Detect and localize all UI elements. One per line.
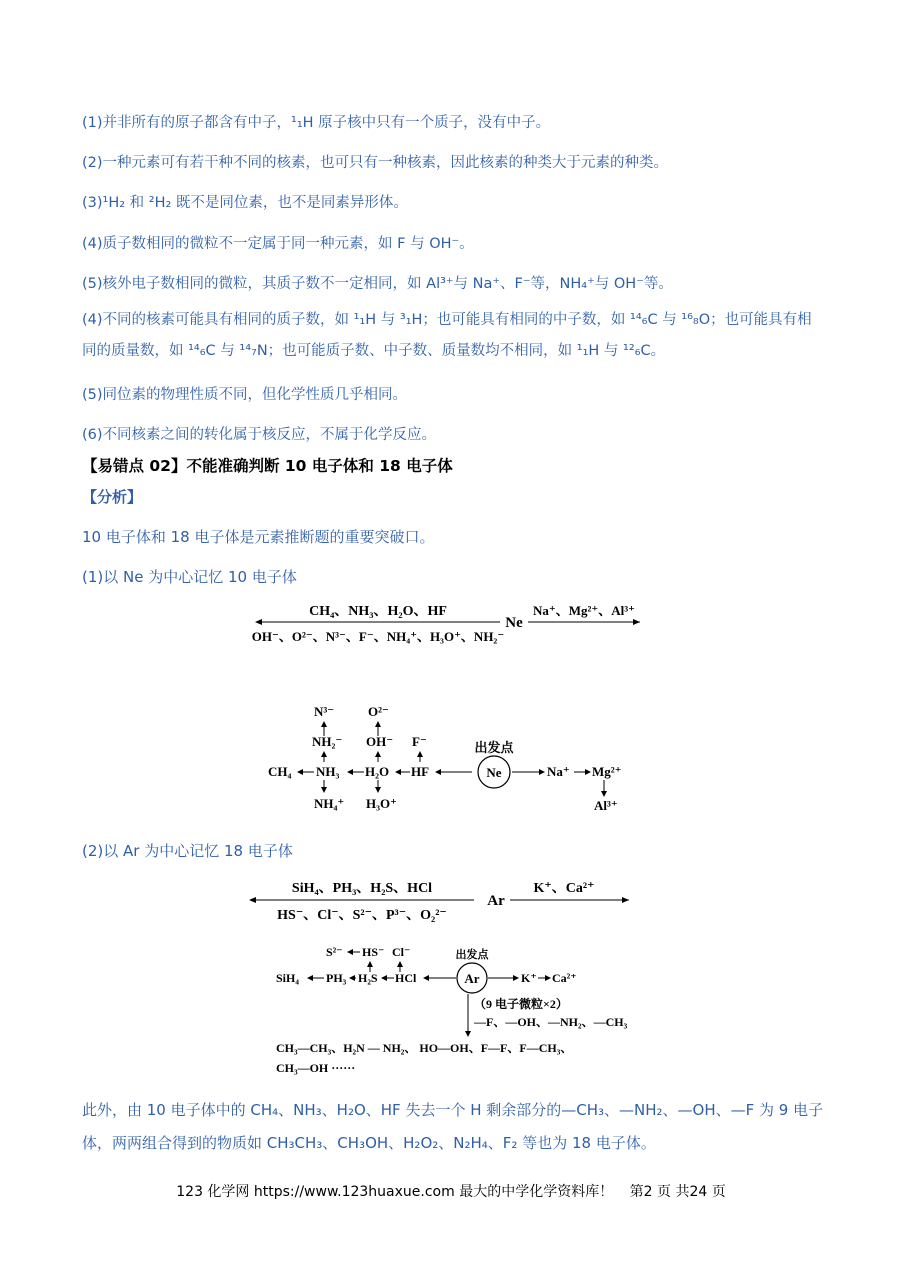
ne-start-label: 出发点 <box>474 740 514 755</box>
ar-combo-1: CH₃—CH₃、H₂N — NH₂、 HO—OH、F—F、F—CH₃、 <box>276 1041 573 1055</box>
note-3: (3)¹H₂ 和 ²H₂ 既不是同位素，也不是同素异形体。 <box>82 195 408 211</box>
ne-h3o: H₃O⁺ <box>366 796 397 811</box>
footer-site: 123 化学网 https://www.123huaxue.com 最大的中学化学资料库！ <box>176 1184 614 1200</box>
ar-center: Ar <box>487 893 505 909</box>
ne-chain-ch4: CH₄ <box>268 764 292 779</box>
ar-combo-2: CH₃—OH ······ <box>276 1061 356 1075</box>
note-1: (1)并非所有的原子都含有中子，¹₁H 原子核中只有一个质子，没有中子。 <box>82 115 551 131</box>
ne-center: Ne <box>505 615 523 631</box>
ne-chain-hf: HF <box>411 764 430 779</box>
ne-chain-na: Na⁺ <box>547 764 570 779</box>
ar-chain-k: K⁺ <box>521 971 537 985</box>
ne-summary-diagram <box>250 596 650 654</box>
ne-oh: OH⁻ <box>366 734 394 749</box>
ne-chain-h2o: H₂O <box>365 764 390 779</box>
ar-s2: S²⁻ <box>326 945 343 959</box>
page-footer <box>0 1181 902 1201</box>
ne-o2: O²⁻ <box>368 704 389 719</box>
ne-right-top: Na⁺、Mg²⁺、Al³⁺ <box>532 603 636 618</box>
ar-chain-ca: Ca²⁺ <box>552 971 577 985</box>
ar-chain-ph3: PH₃ <box>326 971 347 985</box>
ne-nh2: NH₂⁻ <box>312 734 343 749</box>
ar-start-label: 出发点 <box>455 949 489 961</box>
note-5b: (5)同位素的物理性质不同，但化学性质几乎相同。 <box>82 387 408 403</box>
footer-page-number: 第2 页 共24 页 <box>629 1184 726 1200</box>
note-5: (5)核外电子数相同的微粒，其质子数不一定相同，如 Al³⁺与 Na⁺、F⁻等，NH₄⁺与 OH⁻等。 <box>82 276 673 292</box>
ar-cl: Cl⁻ <box>392 945 411 959</box>
ar-network-diagram <box>272 936 642 1078</box>
ne-network-center: Ne <box>486 765 502 780</box>
ar-chain-hcl: HCl <box>395 971 417 985</box>
analysis-label: 【分析】 <box>82 488 143 506</box>
ar-left-bottom: HS⁻、Cl⁻、S²⁻、P³⁻、O₂²⁻ <box>277 908 447 923</box>
ne-left-top: CH₄、NH₃、H₂O、HF <box>309 604 447 619</box>
ne-network-diagram <box>262 696 632 816</box>
ar-right-top: K⁺、Ca²⁺ <box>533 881 595 896</box>
ar-hs: HS⁻ <box>362 945 385 959</box>
note-2: (2)一种元素可有若干种不同的核素，也可只有一种核素，因此核素的种类大于元素的种类。 <box>82 155 669 171</box>
ar-left-top: SiH₄、PH₃、H₂S、HCl <box>291 881 433 896</box>
ne-n3: N³⁻ <box>314 704 335 719</box>
ar-chain-sih4: SiH₄ <box>276 971 299 985</box>
intro-text: 10 电子体和 18 电子体是元素推断题的重要突破口。 <box>82 528 435 546</box>
section-heading: 【易错点 02】不能准确判断 10 电子体和 18 电子体 <box>82 457 453 475</box>
ar-summary-diagram <box>244 872 634 928</box>
note-4b: (4)不同的核素可能具有相同的质子数，如 ¹₁H 与 ³₁H；也可能具有相同的中子数，如 ¹⁴₆C 与 ¹⁶₈O；也可能具有相同的质量数，如 ¹⁴₆C 与 ¹⁴₇N；也可能质子数、中子数、质量数均不相同，如 ¹₁H 与 ¹²₆C。 <box>82 312 812 359</box>
ar-chain-h2s: H₂S <box>358 971 378 985</box>
ne-al: Al³⁺ <box>594 798 618 813</box>
ne-f: F⁻ <box>412 734 427 749</box>
ar-nine-list: —F、—OH、—NH₂、—CH₃ <box>474 1015 628 1029</box>
ar-nine-label: （9 电子微粒×2） <box>474 997 568 1011</box>
ne-nh4: NH₄⁺ <box>314 796 345 811</box>
closing-paragraph: 此外，由 10 电子体中的 CH₄、NH₃、H₂O、HF 失去一个 H 剩余部分的—CH₃、—NH₂、—OH、—F 为 9 电子体，两两组合得到的物质如 CH₃CH₃、CH₃OH、H₂O₂、N₂H₄、F₂ 等也为 18 电子体。 <box>82 1101 824 1152</box>
ne-title: (1)以 Ne 为中心记忆 10 电子体 <box>82 568 297 586</box>
ar-title: (2)以 Ar 为中心记忆 18 电子体 <box>82 842 293 860</box>
ne-chain-nh3: NH₃ <box>316 764 340 779</box>
ne-left-bottom: OH⁻、O²⁻、N³⁻、F⁻、NH₄⁺、H₃O⁺、NH₂⁻ <box>251 629 505 644</box>
note-6b: (6)不同核素之间的转化属于核反应，不属于化学反应。 <box>82 427 437 443</box>
ar-network-center: Ar <box>464 971 480 986</box>
ne-chain-mg: Mg²⁺ <box>592 764 622 779</box>
note-4: (4)质子数相同的微粒不一定属于同一种元素，如 F 与 OH⁻。 <box>82 236 474 252</box>
